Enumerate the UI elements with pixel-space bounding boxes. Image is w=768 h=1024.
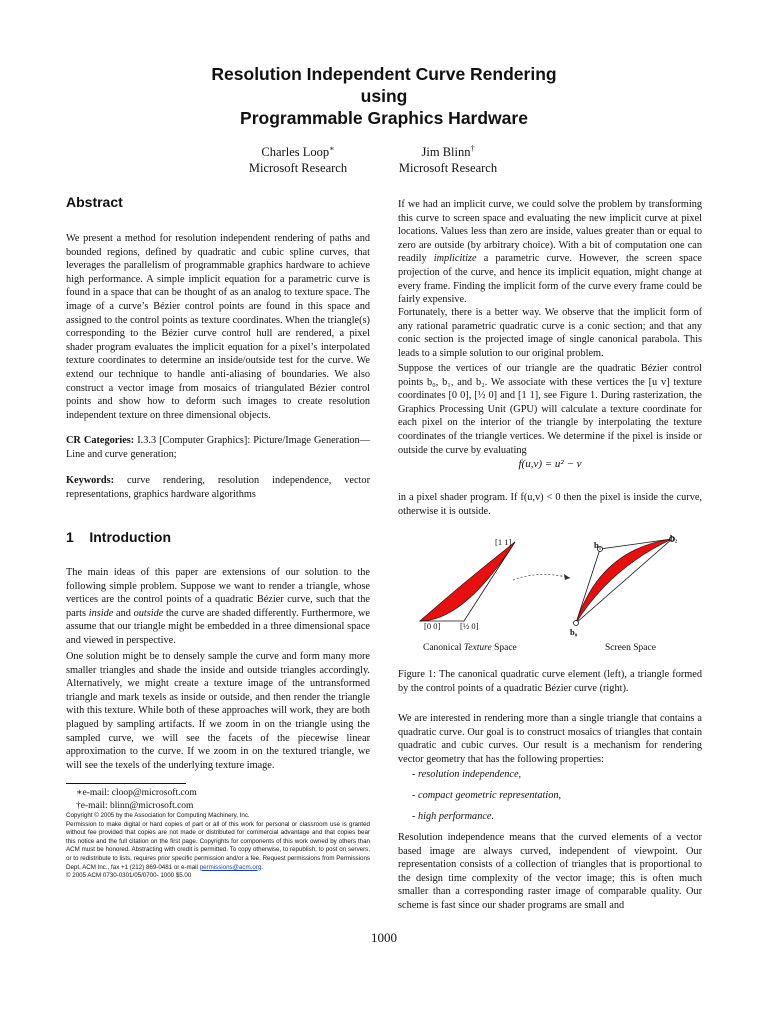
- intro-title: Introduction: [89, 529, 172, 545]
- label-canonical-texture-space: [423, 643, 517, 653]
- page-number: 1000: [371, 930, 397, 945]
- implicit-equation: f(u,v) = u² − v: [518, 458, 582, 470]
- paper-title-line3: Programmable Graphics Hardware: [240, 108, 528, 128]
- keywords-text: curve rendering, resolution independence, vector representations, graphics hardware algorithms: [66, 475, 370, 500]
- right-paragraph-6: Resolution independence means that the curved elements of a vector based image are always curved, independent of viewpoint. Our representation consists of a collection of triangles that is proportional to the design time complexity of the vector image; this is often much smaller than a corresponding raster image of comparable quality. Our scheme is fast since our shader programs are small and: [398, 832, 702, 911]
- canonical-label-part: Space: [491, 643, 517, 653]
- right-paragraph-2: Fortunately, there is a better way. We observe that the implicit form of any rational parametric quadratic curve is a conic section; and that any conic section is the projected image of single canonical parabola. This leads to a simple solution to our original problem.: [398, 307, 702, 359]
- control-point-b0: [574, 621, 579, 626]
- author-2-affiliation: Microsoft Research: [398, 161, 498, 176]
- label-b0: b₀: [570, 627, 578, 637]
- abstract-text: We present a method for resolution independent rendering of paths and bounded regions, defined by quadratic and cubic spline curves, that leverages the parallelism of programmable graphics hardware to achieve high performance. A simple implicit equation for a parametric curve is found in a space that can be thought of as an analog to texture space. The image of a curve’s Bézier control points are found in this space and assigned to the control points as texture coordinates. When the triangle(s) corresponding to the Bézier curve control hull are rendered, a pixel shader program evaluates the implicit equation for a pixel’s interpolated texture coordinates to determine an inside/outside test for the curve. We extend our technique to handle anti-aliasing of boundaries. We also construct a vector image from mosaics of triangulated Bézier control points and show how to deform such images to create resolution independent texture on three dimensional objects.: [66, 233, 370, 421]
- copyright-line: Copyright © 2005 by the Association for Computing Machinery, Inc.: [66, 812, 250, 819]
- cr-categories: [66, 434, 370, 461]
- keywords-label: Keywords:: [66, 475, 115, 486]
- right-p1-part: a parametric curve. However, the screen space projection of the curve, and hence its implicit equation, might change at every frame. Finding the implicit form of the curve every frame could be fairly expensive.: [398, 253, 702, 306]
- mapping-arrow: [513, 574, 570, 580]
- author-1-mark: ∗: [329, 144, 335, 153]
- intro-p1-outside: outside: [133, 607, 164, 619]
- label-texcoord-00: [0 0]: [424, 621, 441, 631]
- author-2-mark: †: [470, 144, 475, 153]
- intro-p1-part: the curve are shaded differently. Furthermore, we assume that our triangle might be embedded in a three dimensional space and viewed in perspective.: [66, 607, 371, 646]
- permissions-email-link[interactable]: permissions@acm.org: [199, 863, 262, 871]
- label-screen-space: Screen Space: [605, 643, 656, 653]
- label-b2: b₂: [670, 533, 678, 543]
- label-texcoord-11: [1 1]: [495, 537, 512, 547]
- copyright-acm-line: © 2005 ACM 0730-0301/05/0700- 1000 $5.00: [66, 872, 192, 880]
- author-1: [218, 141, 378, 176]
- right-paragraph-4: in a pixel shader program. If f(u,v) < 0 then the pixel is inside the curve, otherwise it is outside.: [398, 492, 702, 517]
- intro-paragraph-2: One solution might be to densely sample the curve and form many more smaller triangles and shade the inside and outside triangles accordingly. Alternatively, we might create a texture image of the untransformed triangle and mark texels as inside or outside, and then render the triangle with this texture. While both of these approaches will work, they are both plagued by sampling artifacts. If we zoom in on the triangle using the sampled curve, we will see the facets of the piecewise linear approximation to the curve. If we zoom in on the textured triangle, we will see the texels of the underlying texture image.: [66, 651, 370, 771]
- footnote-rule: [66, 783, 186, 784]
- right-p1-implicitize: implicitize: [433, 253, 477, 265]
- intro-p1-inside: inside: [88, 607, 114, 619]
- abstract-heading: Abstract: [66, 194, 123, 210]
- property-bullet-3: - high performance.: [412, 811, 495, 822]
- canonical-label-texture: Texture: [463, 643, 492, 653]
- cr-text: I.3.3 [Computer Graphics]: Picture/Image Generation—Line and curve generation;: [66, 435, 370, 460]
- label-texcoord-half: [½ 0]: [460, 621, 479, 631]
- copyright-body: [66, 821, 370, 873]
- property-bullet-1: - resolution independence,: [412, 769, 522, 780]
- figure-1-caption: Figure 1: The canonical quadratic curve element (left), a triangle formed by the control points of a quadratic Bézier curve (right).: [398, 669, 702, 694]
- intro-p1-part: and: [113, 607, 134, 619]
- right-paragraph-3: Suppose the vertices of our triangle are the quadratic Bézier control points b₀, b₁, and b₂. We associate with these vertices the [u v] texture coordinates [0 0], [½ 0] and [1 1], see Figure 1. During rasterization, the Graphics Processing Unit (GPU) will calculate a texture coordinate for each pixel on the interior of the triangle by interpolating the texture coordinates of the triangle vertices. We determine if the pixel is inside or outside the curve by evaluating: [398, 363, 702, 456]
- right-paragraph-1: [398, 198, 702, 307]
- arrow-head-icon: [564, 574, 570, 580]
- intro-p1-part: The main ideas of this paper are extensions of our solution to the following simple problem. Suppose we want to render a triangle, whose vertices are the control points of a quadratic Bézier curve, such that the parts: [66, 567, 370, 619]
- intro-number: 1: [66, 529, 74, 545]
- intro-paragraph-1: [66, 566, 370, 648]
- property-bullet-2: - compact geometric representation,: [412, 790, 562, 801]
- intro-heading: [66, 529, 171, 545]
- right-p1-part: If we had an implicit curve, we could solve the problem by transforming this curve to screen space and evaluating the new implicit curve at pixel locations. Values less than zero are inside, values greater than or equal to zero are outside (by arbitrary choice). With a bit of computation one can readily: [398, 199, 702, 265]
- footnotes: [76, 787, 370, 812]
- author-2: [368, 141, 528, 176]
- paper-title-line1: Resolution Independent Curve Rendering: [211, 64, 557, 84]
- screen-triangle: [576, 539, 672, 623]
- copyright-body-text: Permission to make digital or hard copies of part or all of this work for personal or classroom use is granted without fee provided that copies are not made or distributed for commercial advantage and that copies bear this notice and the full citation on the first page. Copyrights for components of this work owned by others than ACM must be honored. Abstracting with credit is permitted. To copy otherwise, to republish, to post on servers, or to redistribute to lists, requires prior specific permission and/or a fee. Request permissions from Permissions Dept, ACM Inc., fax +1 (212) 869-0481 or e-mail: [66, 820, 370, 871]
- label-b1: b₁: [594, 540, 602, 550]
- figure-1: [410, 528, 700, 658]
- copyright-notice: [66, 812, 370, 881]
- canonical-curve-region: [420, 542, 515, 621]
- right-paragraph-5: We are interested in rendering more than a single triangle that contains a quadratic curve. Our goal is to construct mosaics of triangles that contain quadratic and cubic curves. Our result is a mechanism for rendering vector geometry that has the following properties:: [398, 713, 702, 765]
- author-2-name: Jim Blinn: [421, 145, 471, 160]
- author-1-affiliation: Microsoft Research: [248, 161, 348, 176]
- footnote-email-1: ∗e-mail: cloop@microsoft.com: [76, 788, 197, 798]
- cr-label: CR Categories:: [66, 435, 135, 446]
- author-1-name: Charles Loop: [261, 145, 330, 160]
- keywords: [66, 474, 370, 501]
- copyright-body-end: .: [261, 863, 264, 871]
- paper-title-line2: using: [360, 86, 408, 106]
- canonical-label-part: Canonical: [423, 643, 464, 653]
- footnote-email-2: †e-mail: blinn@microsoft.com: [76, 800, 194, 811]
